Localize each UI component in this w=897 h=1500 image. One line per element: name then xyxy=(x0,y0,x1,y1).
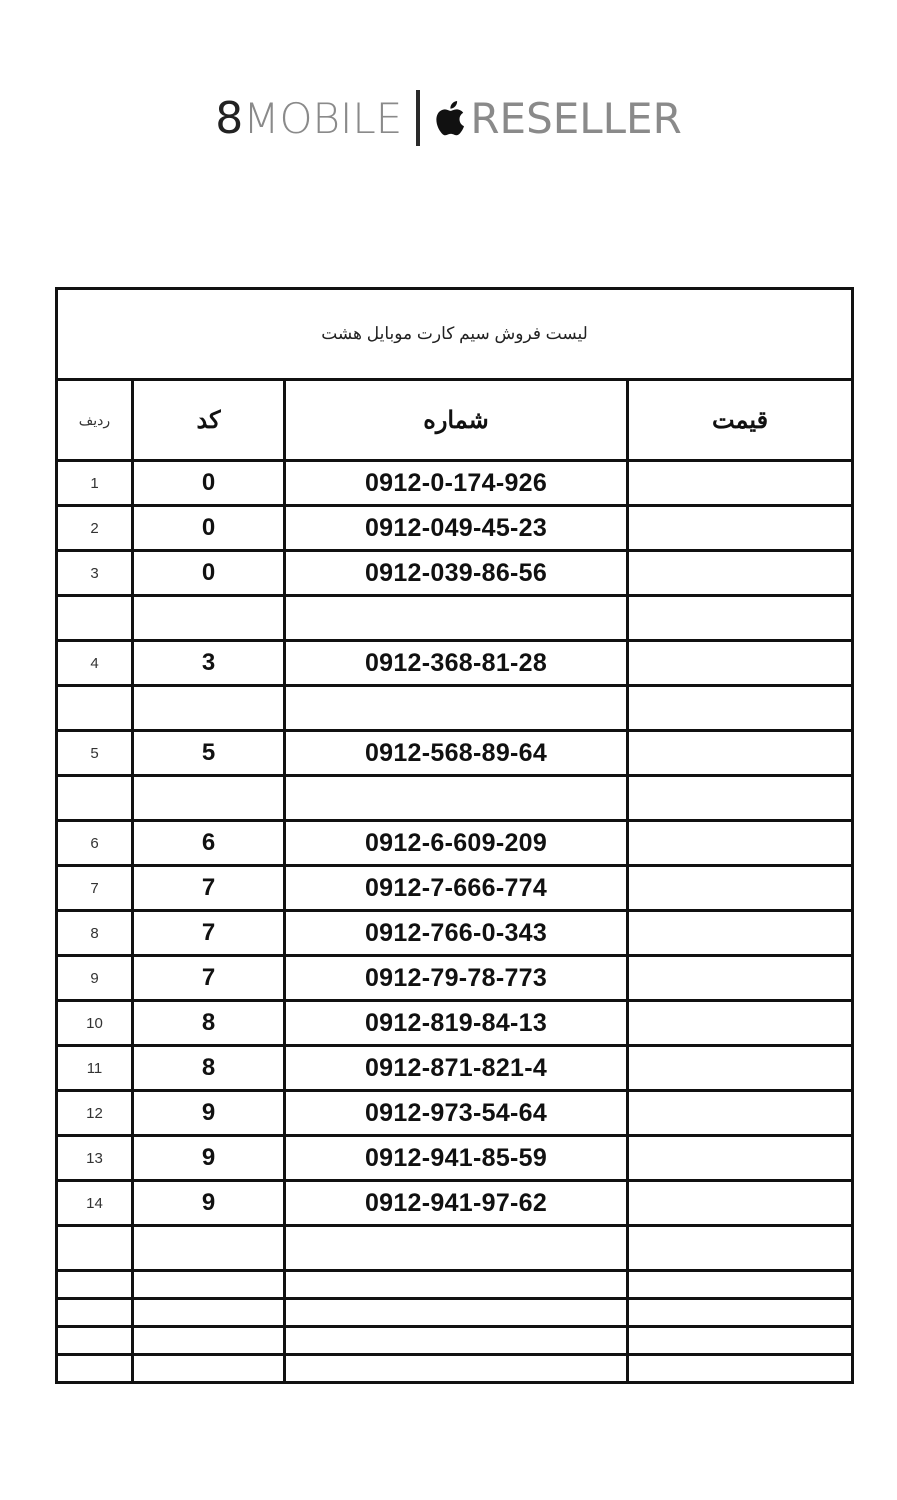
column-header-price: قیمت xyxy=(628,380,853,461)
price-cell xyxy=(628,551,853,596)
price-cell xyxy=(628,866,853,911)
table-title: لیست فروش سیم کارت موبایل هشت xyxy=(57,289,853,380)
phone-number-cell xyxy=(285,686,628,731)
empty-cell xyxy=(285,1271,628,1299)
price-cell xyxy=(628,641,853,686)
apple-logo-icon xyxy=(430,98,466,138)
table-row xyxy=(57,1181,853,1226)
empty-cell xyxy=(57,1355,133,1383)
table-row xyxy=(57,1046,853,1091)
empty-cell xyxy=(57,1271,133,1299)
phone-number-cell: 0912-049-45-23 xyxy=(285,506,628,551)
code-cell: 8 xyxy=(133,1046,285,1091)
empty-cell xyxy=(133,1299,285,1327)
sim-card-price-table xyxy=(55,287,854,1384)
code-cell: 3 xyxy=(133,641,285,686)
empty-row xyxy=(57,1327,853,1355)
row-number-cell: 6 xyxy=(57,821,133,866)
price-cell xyxy=(628,506,853,551)
phone-number-cell xyxy=(285,776,628,821)
table-row xyxy=(57,641,853,686)
phone-number-cell: 0912-819-84-13 xyxy=(285,1001,628,1046)
row-number-cell xyxy=(57,596,133,641)
phone-number-cell: 0912-039-86-56 xyxy=(285,551,628,596)
code-cell: 0 xyxy=(133,551,285,596)
empty-row xyxy=(57,776,853,821)
empty-cell xyxy=(285,1299,628,1327)
code-cell: 9 xyxy=(133,1136,285,1181)
price-cell xyxy=(628,1046,853,1091)
price-cell xyxy=(628,1181,853,1226)
row-number-cell: 13 xyxy=(57,1136,133,1181)
row-number-cell xyxy=(57,1226,133,1271)
row-number-cell: 7 xyxy=(57,866,133,911)
logo-divider xyxy=(416,90,420,146)
logo-digit: 8 xyxy=(215,92,244,144)
column-header-row-no: ردیف xyxy=(57,380,133,461)
phone-number-cell: 0912-7-666-774 xyxy=(285,866,628,911)
code-cell xyxy=(133,1226,285,1271)
code-cell: 9 xyxy=(133,1181,285,1226)
price-cell xyxy=(628,461,853,506)
price-cell xyxy=(628,911,853,956)
row-number-cell: 8 xyxy=(57,911,133,956)
phone-number-cell: 0912-766-0-343 xyxy=(285,911,628,956)
empty-cell xyxy=(285,1327,628,1355)
phone-number-cell: 0912-368-81-28 xyxy=(285,641,628,686)
row-number-cell: 11 xyxy=(57,1046,133,1091)
table-row xyxy=(57,1001,853,1046)
table-row xyxy=(57,956,853,1001)
price-cell xyxy=(628,731,853,776)
table-row xyxy=(57,911,853,956)
row-number-cell: 10 xyxy=(57,1001,133,1046)
row-number-cell xyxy=(57,776,133,821)
price-cell xyxy=(628,686,853,731)
empty-row xyxy=(57,686,853,731)
price-cell xyxy=(628,1091,853,1136)
table-row xyxy=(57,821,853,866)
logo-mobile-word: MOBILE xyxy=(243,93,403,143)
row-number-cell: 12 xyxy=(57,1091,133,1136)
empty-cell xyxy=(57,1299,133,1327)
phone-number-cell xyxy=(285,1226,628,1271)
phone-number-cell: 0912-941-97-62 xyxy=(285,1181,628,1226)
empty-cell xyxy=(133,1327,285,1355)
code-cell: 5 xyxy=(133,731,285,776)
row-number-cell: 2 xyxy=(57,506,133,551)
price-cell xyxy=(628,776,853,821)
table-row xyxy=(57,866,853,911)
empty-row xyxy=(57,596,853,641)
row-number-cell: 5 xyxy=(57,731,133,776)
code-cell: 7 xyxy=(133,956,285,1001)
brand-logo xyxy=(0,88,897,148)
table-row xyxy=(57,731,853,776)
column-header-number: شماره xyxy=(285,380,628,461)
price-cell xyxy=(628,1136,853,1181)
row-number-cell: 4 xyxy=(57,641,133,686)
row-number-cell: 14 xyxy=(57,1181,133,1226)
empty-cell xyxy=(133,1271,285,1299)
empty-cell xyxy=(628,1327,853,1355)
phone-number-cell: 0912-568-89-64 xyxy=(285,731,628,776)
phone-number-cell: 0912-79-78-773 xyxy=(285,956,628,1001)
table-row xyxy=(57,461,853,506)
table-row xyxy=(57,1136,853,1181)
row-number-cell: 3 xyxy=(57,551,133,596)
code-cell: 0 xyxy=(133,461,285,506)
empty-cell xyxy=(285,1355,628,1383)
table-row xyxy=(57,506,853,551)
price-cell xyxy=(628,596,853,641)
price-cell xyxy=(628,1226,853,1271)
phone-number-cell: 0912-871-821-4 xyxy=(285,1046,628,1091)
column-header-code: کد xyxy=(133,380,285,461)
empty-cell xyxy=(628,1299,853,1327)
phone-number-cell: 0912-6-609-209 xyxy=(285,821,628,866)
table-row xyxy=(57,1091,853,1136)
table-row xyxy=(57,551,853,596)
code-cell: 0 xyxy=(133,506,285,551)
empty-row xyxy=(57,1355,853,1383)
row-number-cell xyxy=(57,686,133,731)
phone-number-cell: 0912-941-85-59 xyxy=(285,1136,628,1181)
row-number-cell: 1 xyxy=(57,461,133,506)
code-cell: 7 xyxy=(133,911,285,956)
row-number-cell: 9 xyxy=(57,956,133,1001)
code-cell xyxy=(133,596,285,641)
header-row xyxy=(57,380,853,461)
empty-row xyxy=(57,1226,853,1271)
price-cell xyxy=(628,1001,853,1046)
empty-cell xyxy=(628,1271,853,1299)
empty-cell xyxy=(628,1355,853,1383)
code-cell xyxy=(133,686,285,731)
empty-row xyxy=(57,1271,853,1299)
price-cell xyxy=(628,821,853,866)
empty-cell xyxy=(57,1327,133,1355)
code-cell: 7 xyxy=(133,866,285,911)
phone-number-cell: 0912-0-174-926 xyxy=(285,461,628,506)
code-cell: 8 xyxy=(133,1001,285,1046)
price-cell xyxy=(628,956,853,1001)
phone-number-cell: 0912-973-54-64 xyxy=(285,1091,628,1136)
code-cell xyxy=(133,776,285,821)
phone-number-cell xyxy=(285,596,628,641)
code-cell: 6 xyxy=(133,821,285,866)
logo-reseller-word: RESELLER xyxy=(470,93,682,143)
empty-cell xyxy=(133,1355,285,1383)
code-cell: 9 xyxy=(133,1091,285,1136)
empty-row xyxy=(57,1299,853,1327)
